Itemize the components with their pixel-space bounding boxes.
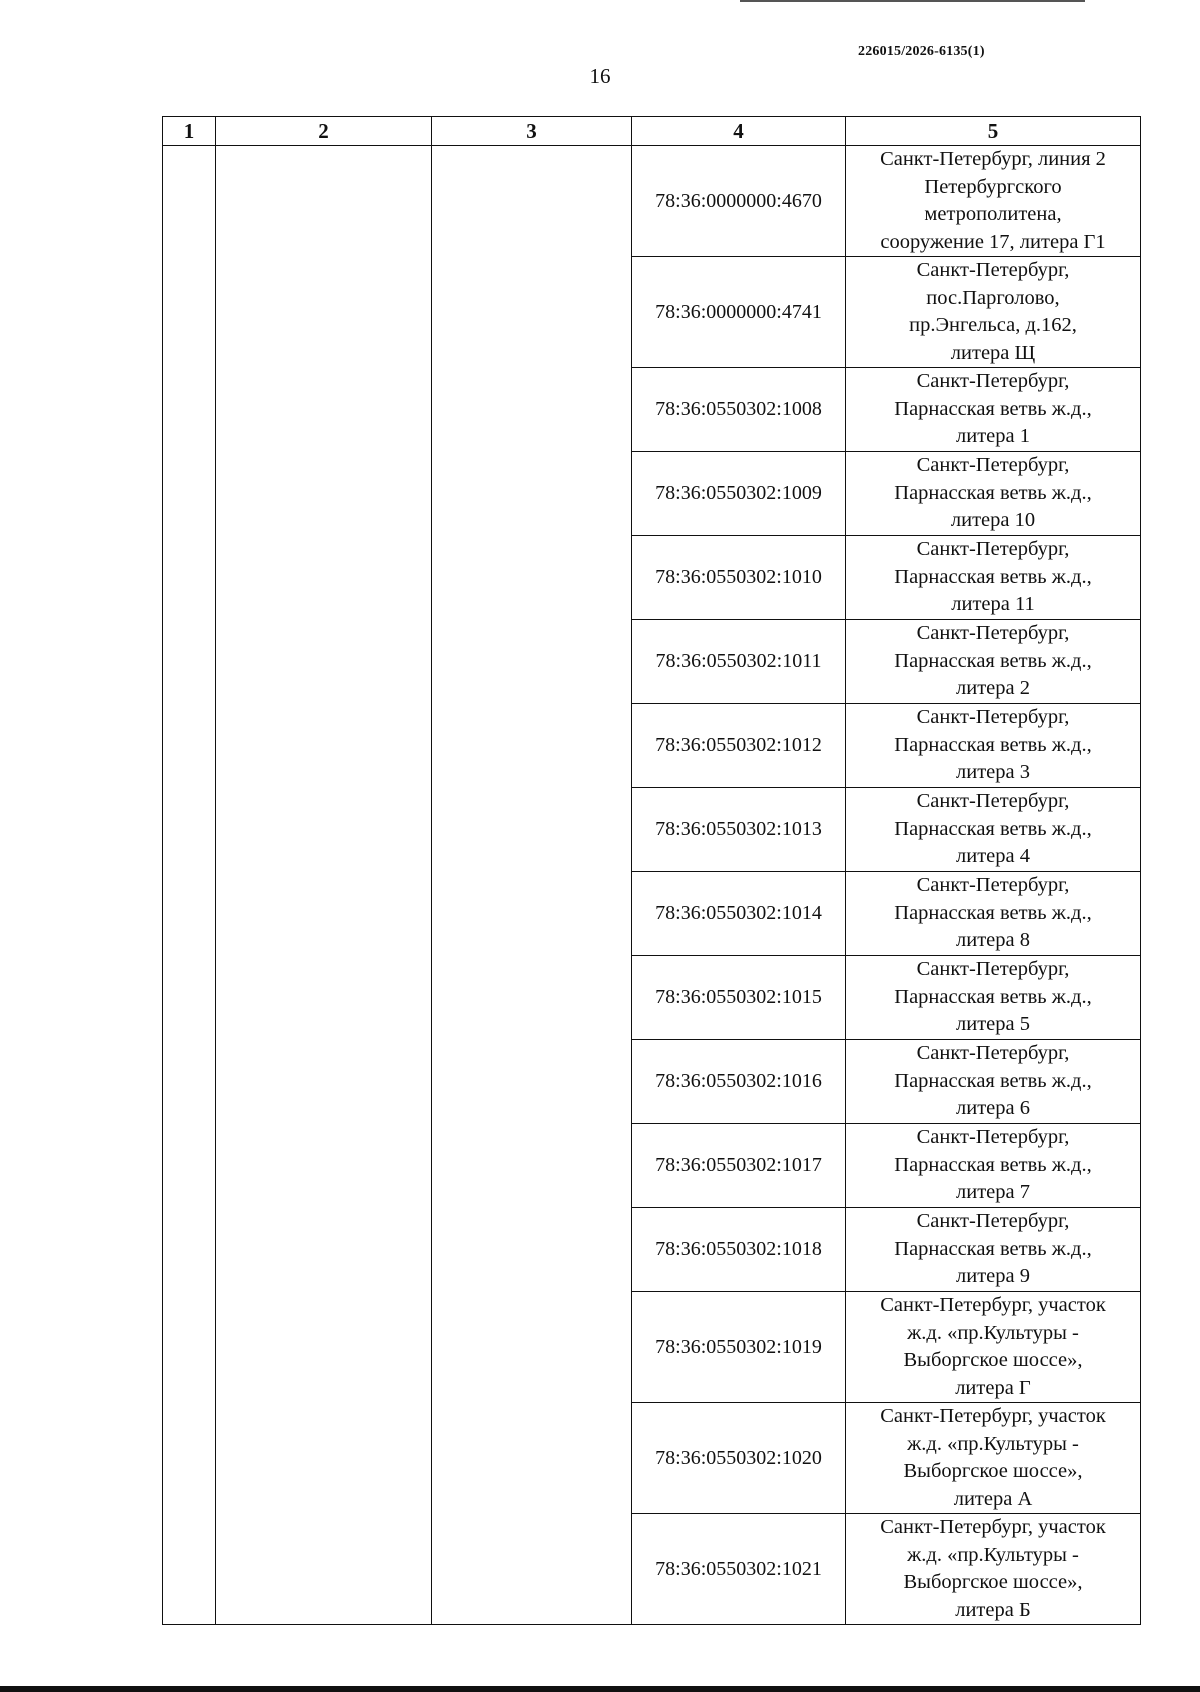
address-cell	[846, 1124, 1141, 1208]
address-line: Парнасская ветвь ж.д.,	[894, 1069, 1092, 1092]
address-line: Парнасская ветвь ж.д.,	[894, 1153, 1092, 1176]
table-body	[163, 146, 1141, 1625]
address-line: пос.Парголово,	[926, 286, 1060, 309]
address-cell	[846, 872, 1141, 956]
cadastral-number-cell: 78:36:0550302:1016	[632, 1040, 846, 1124]
address-line: Парнасская ветвь ж.д.,	[894, 1237, 1092, 1260]
cadastral-number-cell: 78:36:0550302:1011	[632, 620, 846, 704]
cadastral-number-cell: 78:36:0550302:1018	[632, 1208, 846, 1292]
cadastral-number-cell: 78:36:0550302:1020	[632, 1403, 846, 1514]
cadastral-number-cell: 78:36:0550302:1015	[632, 956, 846, 1040]
address-line: литера 1	[956, 425, 1030, 448]
address-line: Выборгское шоссе»,	[903, 1571, 1083, 1593]
address-cell	[846, 1208, 1141, 1292]
address-line: Санкт-Петербург, участок	[880, 1516, 1106, 1538]
address-line: ж.д. «пр.Культуры -	[907, 1321, 1079, 1344]
address-cell	[846, 620, 1141, 704]
address-line: литера Б	[955, 1598, 1031, 1621]
address-line: литера А	[953, 1487, 1033, 1510]
address-line: Санкт-Петербург, участок	[880, 1405, 1106, 1427]
address-line: ж.д. «пр.Культуры -	[907, 1432, 1079, 1455]
cadastral-table	[162, 116, 1141, 1625]
address-line: пр.Энгельса, д.162,	[909, 314, 1077, 336]
address-line: литера Щ	[950, 341, 1036, 364]
address-cell	[846, 257, 1141, 368]
cadastral-number-cell: 78:36:0000000:4670	[632, 146, 846, 257]
address-line: литера Г	[955, 1376, 1031, 1399]
bottom-rule	[0, 1686, 1200, 1692]
address-line: Санкт-Петербург,	[916, 1210, 1070, 1233]
address-line: литера 7	[956, 1181, 1030, 1204]
empty-column-1-cell	[163, 146, 216, 1625]
address-line: Парнасская ветвь ж.д.,	[894, 733, 1092, 756]
cadastral-number-cell: 78:36:0550302:1021	[632, 1514, 846, 1625]
column-header-1: 1	[163, 117, 216, 146]
address-line: Парнасская ветвь ж.д.,	[894, 901, 1092, 924]
address-line: Санкт-Петербург,	[916, 454, 1070, 477]
address-line: Санкт-Петербург,	[916, 1042, 1070, 1065]
address-line: литера 4	[956, 845, 1030, 868]
cadastral-number-cell: 78:36:0550302:1010	[632, 536, 846, 620]
address-line: литера 8	[956, 929, 1030, 952]
address-line: литера 11	[951, 593, 1035, 616]
address-line: Санкт-Петербург, участок	[880, 1294, 1106, 1316]
empty-column-2-cell	[216, 146, 432, 1625]
cadastral-number-cell: 78:36:0550302:1009	[632, 452, 846, 536]
address-line: Петербургского	[924, 175, 1062, 198]
address-line: Санкт-Петербург,	[916, 1126, 1070, 1149]
cadastral-number-cell: 78:36:0550302:1017	[632, 1124, 846, 1208]
table-row	[163, 146, 1141, 257]
address-line: Парнасская ветвь ж.д.,	[894, 985, 1092, 1008]
address-line: сооружение 17, литера Г1	[880, 230, 1106, 253]
address-cell	[846, 1514, 1141, 1625]
address-line: ж.д. «пр.Культуры -	[907, 1543, 1079, 1566]
address-line: Выборгское шоссе»,	[903, 1460, 1083, 1482]
address-cell	[846, 368, 1141, 452]
cadastral-number-cell: 78:36:0550302:1013	[632, 788, 846, 872]
address-cell	[846, 704, 1141, 788]
address-cell	[846, 1040, 1141, 1124]
document-number: 226015/2026-6135(1)	[858, 44, 985, 59]
address-line: литера 10	[950, 509, 1036, 532]
address-line: Санкт-Петербург,	[916, 370, 1070, 393]
address-cell	[846, 956, 1141, 1040]
column-header-5: 5	[846, 117, 1141, 146]
address-line: Санкт-Петербург,	[916, 622, 1070, 645]
column-header-3: 3	[432, 117, 632, 146]
column-header-2: 2	[216, 117, 432, 146]
column-header-4: 4	[632, 117, 846, 146]
address-line: Санкт-Петербург,	[916, 259, 1070, 281]
address-line: Парнасская ветвь ж.д.,	[894, 481, 1092, 504]
table-header	[163, 117, 1141, 146]
address-line: литера 3	[956, 761, 1030, 784]
address-line: литера 5	[956, 1013, 1030, 1036]
address-line: Парнасская ветвь ж.д.,	[894, 817, 1092, 840]
address-cell	[846, 788, 1141, 872]
address-line: метрополитена,	[924, 203, 1062, 225]
top-rule	[740, 0, 1085, 2]
address-line: Парнасская ветвь ж.д.,	[894, 565, 1092, 588]
address-line: литера 6	[956, 1097, 1030, 1120]
address-cell	[846, 536, 1141, 620]
address-line: Санкт-Петербург,	[916, 706, 1070, 729]
address-cell	[846, 452, 1141, 536]
address-line: Санкт-Петербург,	[916, 958, 1070, 981]
address-line: Санкт-Петербург,	[916, 874, 1070, 897]
table-header-row	[163, 117, 1141, 146]
address-line: Санкт-Петербург,	[916, 790, 1070, 813]
address-line: Парнасская ветвь ж.д.,	[894, 397, 1092, 420]
address-line: Выборгское шоссе»,	[903, 1349, 1083, 1371]
address-line: Санкт-Петербург, линия 2	[880, 148, 1106, 170]
empty-column-3-cell	[432, 146, 632, 1625]
cadastral-number-cell: 78:36:0550302:1019	[632, 1292, 846, 1403]
page-number: 16	[589, 64, 611, 88]
address-line: литера 9	[956, 1265, 1030, 1288]
address-cell	[846, 146, 1141, 257]
address-cell	[846, 1403, 1141, 1514]
address-line: литера 2	[956, 677, 1030, 700]
cadastral-number-cell: 78:36:0550302:1008	[632, 368, 846, 452]
address-line: Парнасская ветвь ж.д.,	[894, 649, 1092, 672]
address-line: Санкт-Петербург,	[916, 538, 1070, 561]
cadastral-number-cell: 78:36:0000000:4741	[632, 257, 846, 368]
cadastral-number-cell: 78:36:0550302:1012	[632, 704, 846, 788]
address-cell	[846, 1292, 1141, 1403]
cadastral-number-cell: 78:36:0550302:1014	[632, 872, 846, 956]
